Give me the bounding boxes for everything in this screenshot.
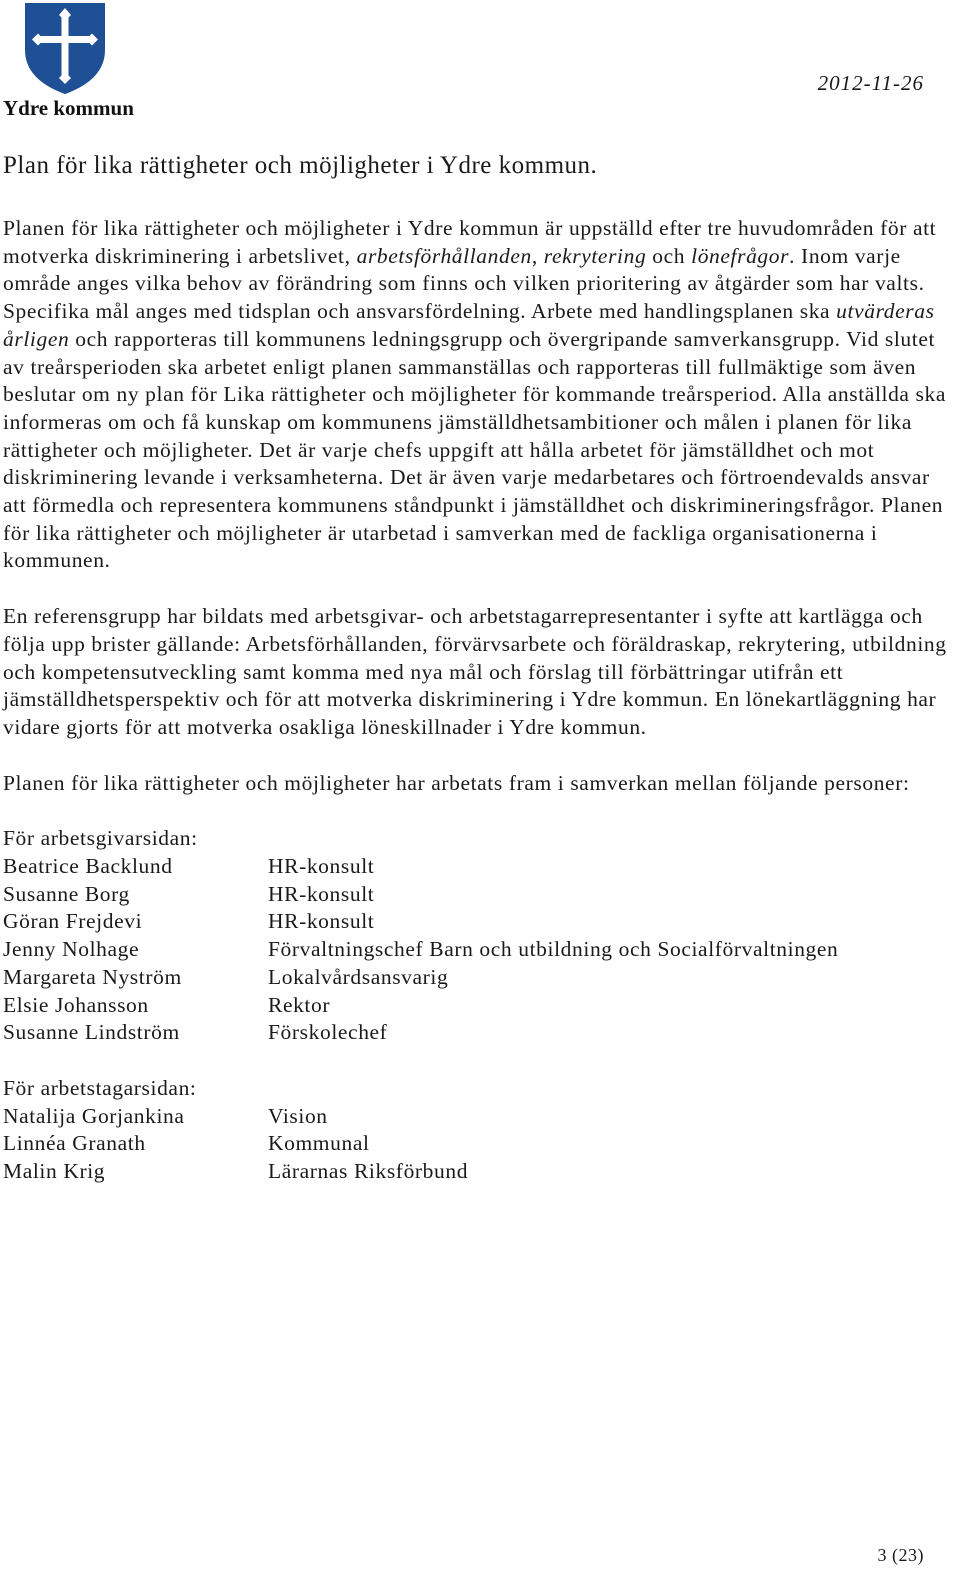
member-role: HR-konsult [268,854,375,879]
list-item [3,1130,959,1158]
page-number: 3 (23) [877,1545,924,1565]
member-role: Lärarnas Riksförbund [268,1158,469,1183]
text-run: , [531,243,544,268]
document-title: Plan för lika rättigheter och möjligheter i Ydre kommun. [3,152,598,179]
member-name: Jenny Nolhage [3,937,140,962]
text-run: Planen för lika rättigheter och möjligheter i Ydre kommun är uppställd efter tre huvudområden för att motverka diskriminering i arbetslivet, [3,216,937,268]
document-body [3,150,959,1214]
intro-paragraph [3,215,959,575]
list-item [3,908,959,936]
list-item [3,964,959,992]
org-name: Ydre kommun [3,96,134,120]
list-item [3,936,959,964]
member-name: Malin Krig [3,1158,106,1183]
member-name: Susanne Borg [3,881,130,906]
reference-group-paragraph: En referensgrupp har bildats med arbetsgivar- och arbetstagarrepresentanter i syfte att kartlägga och följa upp brister gällande: Arbetsförhållanden, förvärvsarbete och föräldraskap, rekrytering, utbildning och kompetensutveckling samt komma med nya mål och förslag till förbättringar utifrån ett jämställdhetsperspektiv och för att motverka diskriminering i Ydre kommun. En lönekartläggning har vidare gjorts för att motverka osakliga löneskillnader i Ydre kommun. [3,604,947,739]
member-role: Lokalvårdsansvarig [268,964,449,989]
member-name: Linnéa Granath [3,1131,146,1156]
emphasis-text: utvärderas årligen [3,299,935,351]
member-role: HR-konsult [268,909,375,934]
member-role: HR-konsult [268,881,375,906]
text-run: och [646,243,692,268]
emphasis-text: rekrytering [543,243,647,268]
member-role: Kommunal [268,1131,370,1156]
member-role: Vision [268,1103,328,1128]
list-item [3,1103,959,1131]
employee-side-list [3,1075,959,1186]
member-role: Rektor [268,992,331,1017]
emphasis-text: lönefrågor [691,243,790,268]
list-item [3,1019,959,1047]
list-item [3,992,959,1020]
group-heading: För arbetsgivarsidan: [3,826,198,851]
document-date: 2012-11-26 [817,71,924,95]
member-name: Göran Frejdevi [3,909,143,934]
member-name: Margareta Nyström [3,964,182,989]
member-name: Natalija Gorjankina [3,1103,185,1128]
member-name: Beatrice Backlund [3,854,173,879]
list-item [3,1158,959,1186]
text-run: och rapporteras till kommunens ledningsgrupp och övergripande samverkansgrupp. Vid slutet av treårsperioden ska arbetet enligt planen sammanställas och rapporteras till fullmäktige som även beslutar om ny plan för Lika rättigheter och möjligheter för kommande treårsperiod. Alla anställda ska informeras om och få kunskap om kommunens jämställdhetsambitioner och målen i planen för lika rättigheter och möjligheter. Det är varje chefs uppgift att hålla arbetet för jämställdhet och mot diskriminering levande i verksamheterna. Det är även varje medarbetares och förtroendevalds ansvar att förmedla och representera kommunens ståndpunkt i jämställdhet och diskrimineringsfrågor. Planen för lika rättigheter och möjligheter är utarbetad i samverkan med de fackliga organisationerna i kommunen. [3,326,947,573]
cross-shield-icon [24,2,106,94]
emphasis-text: arbetsförhållanden [356,243,532,268]
participants-intro: Planen för lika rättigheter och möjligheter har arbetats fram i samverkan mellan följande personer: [3,770,910,795]
member-name: Susanne Lindström [3,1020,180,1045]
member-role: Förskolechef [268,1020,388,1045]
member-name: Elsie Johansson [3,992,149,1017]
list-item [3,853,959,881]
employer-side-list [3,825,959,1047]
group-heading: För arbetstagarsidan: [3,1075,197,1100]
member-role: Förvaltningschef Barn och utbildning och Socialförvaltningen [268,937,839,962]
text-run: . Inom varje område anges vilka behov av förändring som finns och vilken prioritering av åtgärder som har valts. Specifika mål anges med tidsplan och ansvarsfördelning. Arbete med handlingsplanen ska [3,243,925,324]
list-item [3,881,959,909]
